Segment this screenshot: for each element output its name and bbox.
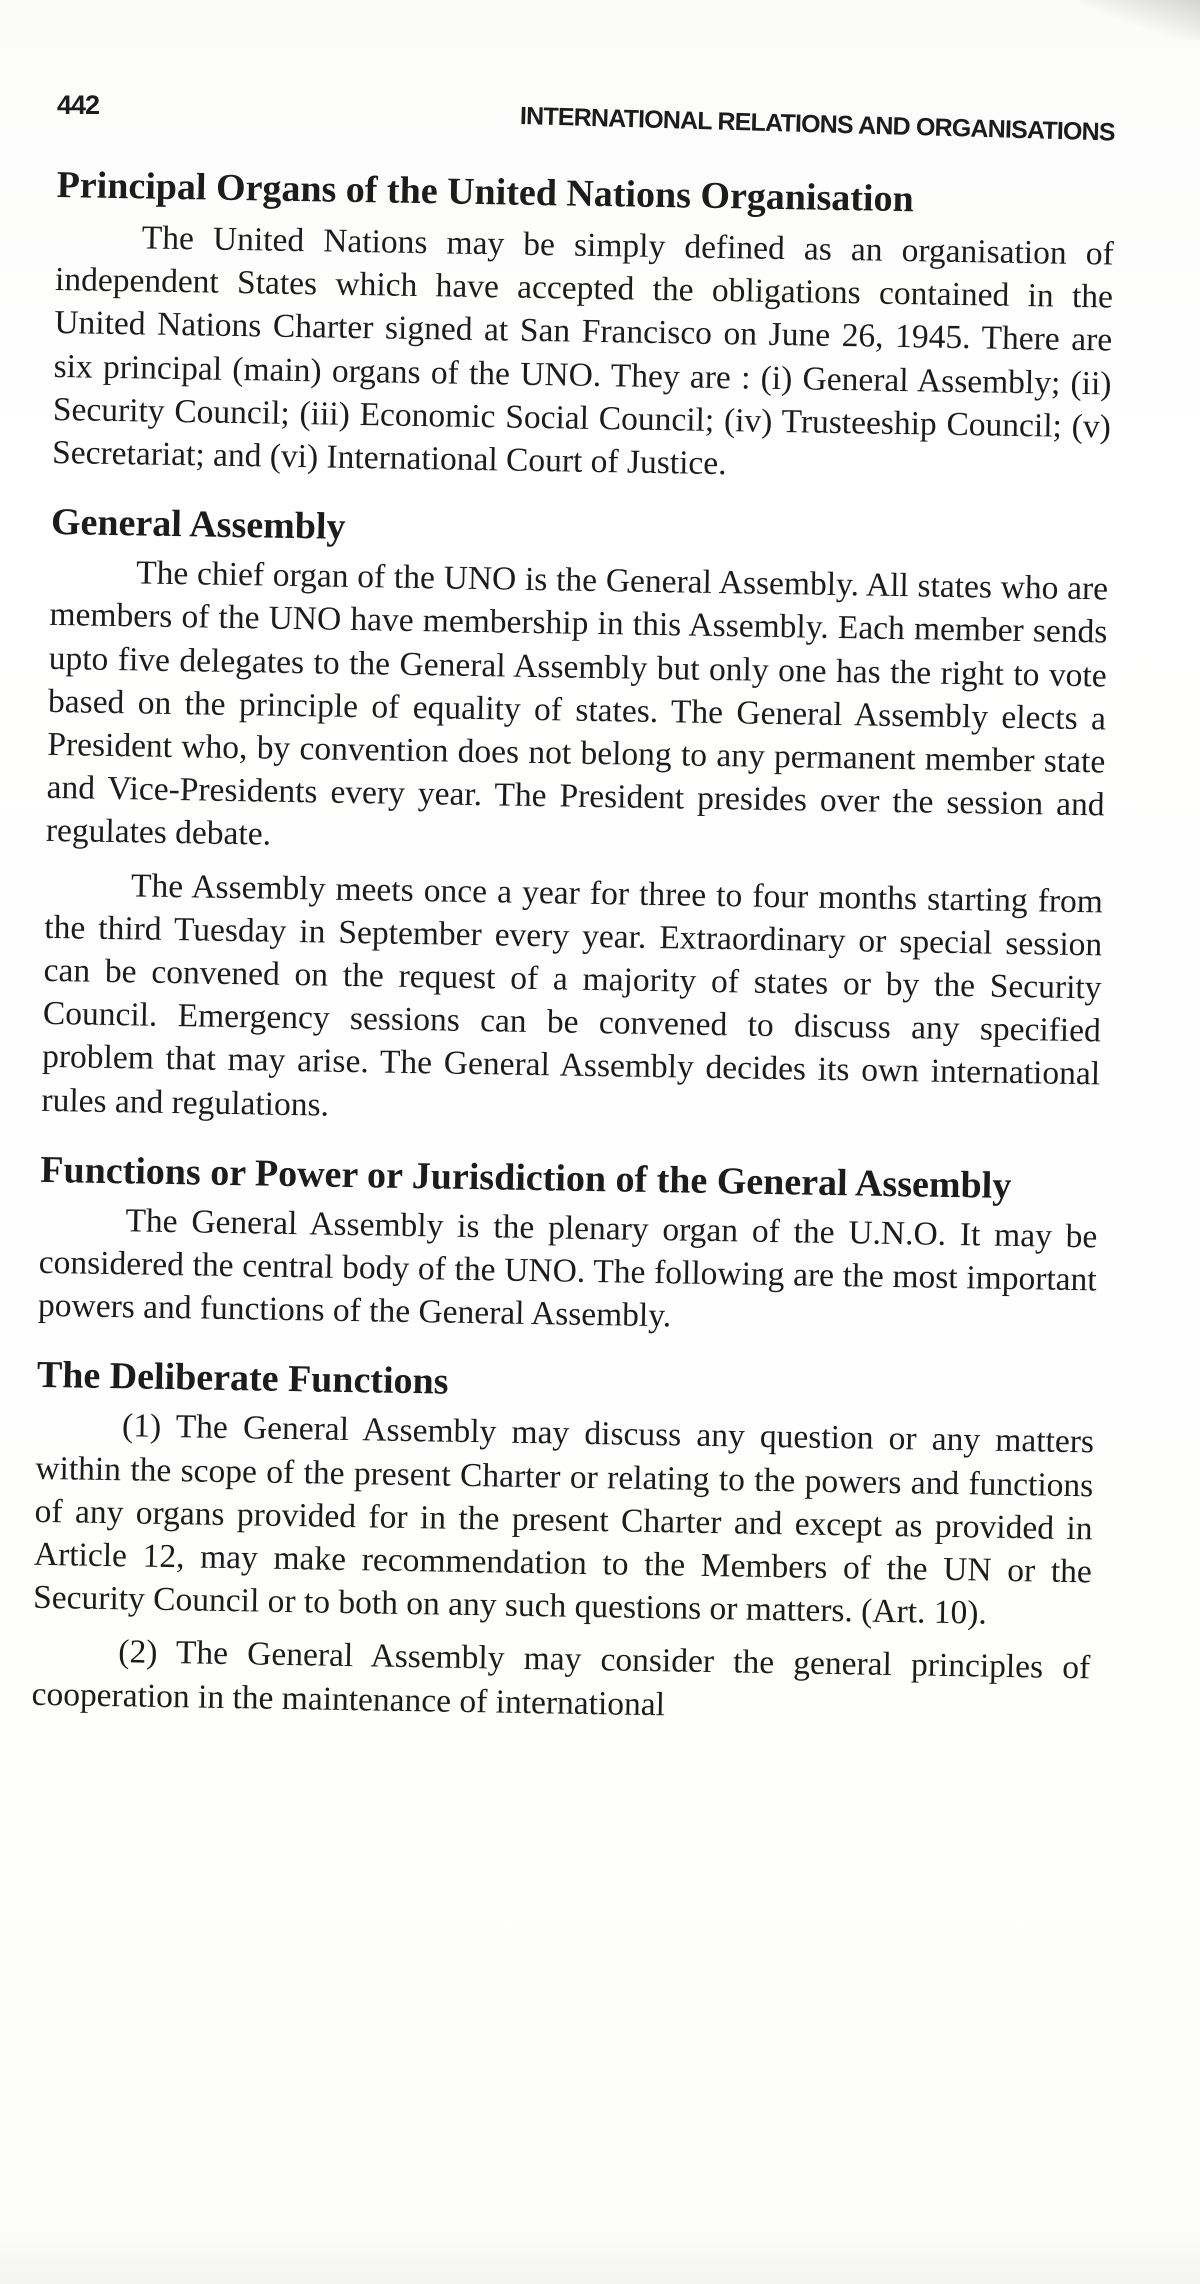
paragraph-function-1: (1) The General Assembly may discuss any question or any matters within the scope of the present Charter or relating to the powers and functions of any organs provided for in the present Charter and except as provided in Article 12, may make recommendation to the Members of the UN or the Security Council or to both on any such questions or matters. (Art. 10).	[32, 1407, 1095, 1632]
paragraph-chief-organ: The chief organ of the UNO is the General Assembly. All states who are members of the UNO have membership in this Assembly. Each member sends upto five delegates to the General Assembly but only one has the right to vote based on the principle of equality of states. The General Assembly elects a President who, by convention does not belong to any permanent member state and Vice-Presidents every year. The President presides over the session and regulates debate.	[45, 554, 1109, 854]
running-title: INTERNATIONAL RELATIONS AND ORGANISATIONS	[519, 102, 1116, 147]
page-number: 442	[57, 90, 100, 120]
section-heading-principal-organs: Principal Organs of the United Nations Organisation	[56, 164, 915, 221]
paragraph-function-2: (2) The General Assembly may consider the general principles of cooperation in the maintenance of international	[31, 1633, 1091, 1723]
running-header	[57, 90, 1116, 147]
section-heading-general-assembly: General Assembly	[50, 501, 346, 549]
section-heading-functions-powers: Functions or Power or Jurisdiction of the General Assembly	[39, 1148, 1012, 1207]
page-corner-shadow	[1080, 0, 1200, 40]
paragraph-assembly-meetings: The Assembly meets once a year for three to four months starting from the third Tuesday in September every year. Extraordinary or special session can be convened on the request of a majority of states or by the Security Council. Emergency sessions can be convened to discuss any specified problem that may arise. The General Assembly decides its own international rules and regulations.	[41, 866, 1104, 1124]
paragraph-un-definition: The United Nations may be simply defined as an organisation of independent States which have accepted the obligations contained in the United Nations Charter signed at San Francisco on June 26, 1945. There are six principal (main) organs of the UNO. They are : (i) General Assembly; (ii) Security Council; (iii) Economic Social Council; (iv) Trusteeship Council; (v) Secretariat; and (vi) International Court of Justice.	[51, 219, 1114, 483]
page-body	[31, 164, 1115, 1733]
paragraph-plenary-organ: The General Assembly is the plenary organ of the U.N.O. It may be considered the central body of the UNO. The following are the most important powers and functions of the General Assembly.	[37, 1202, 1098, 1335]
page-bottom-shadow	[0, 2224, 1200, 2284]
section-heading-deliberate-functions: The Deliberate Functions	[36, 1354, 449, 1404]
